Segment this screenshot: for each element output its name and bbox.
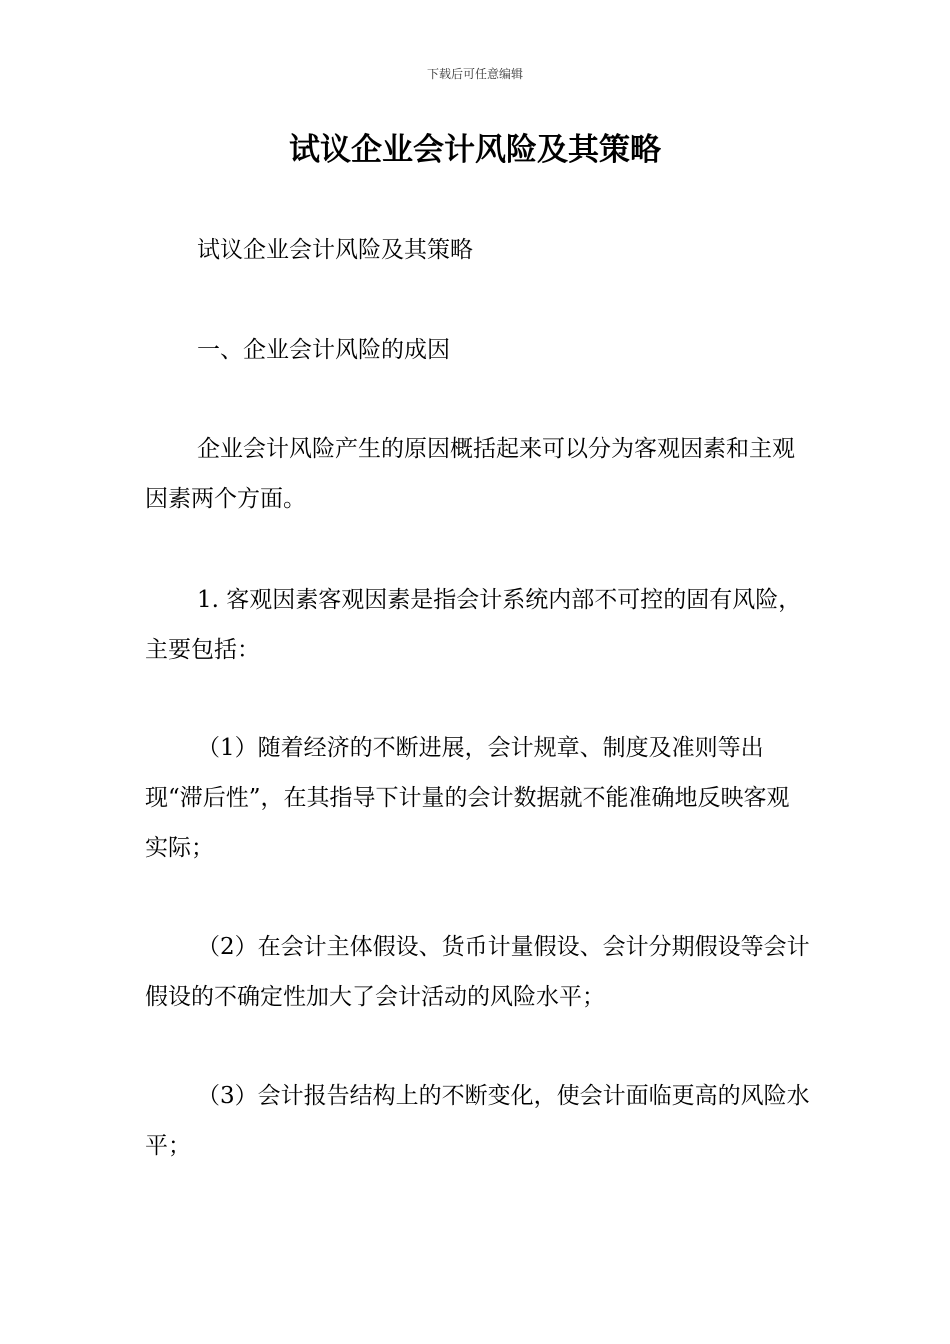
header-note: 下载后可任意编辑 xyxy=(426,67,523,81)
paragraph-subtitle xyxy=(145,225,810,275)
paragraph-intro xyxy=(145,424,810,524)
document-title: 试议企业会计风险及其策略 xyxy=(289,132,661,168)
paragraph-item-1 xyxy=(145,723,810,873)
paragraph-item-2 xyxy=(145,922,810,1022)
paragraph: 企业会计风险产生的原因概括起来可以分为客观因素和主观因素两个方面。 xyxy=(145,436,795,512)
paragraph-item-3 xyxy=(145,1071,810,1171)
paragraph: 1. 客观因素客观因素是指会计系统内部不可控的固有风险，主要包括： xyxy=(145,587,802,663)
section-heading: 一、企业会计风险的成因 xyxy=(197,337,450,363)
list-item: （1）随着经济的不断进展，会计规章、制度及准则等出现“滞后性”，在其指导下计量的会计数据就不能准确地反映客观实际； xyxy=(145,735,790,861)
list-item: （2）在会计主体假设、货币计量假设、会计分期假设等会计假设的不确定性加大了会计活动的风险水平； xyxy=(145,934,810,1010)
paragraph-objective-factors xyxy=(145,575,810,675)
list-item: （3）会计报告结构上的不断变化，使会计面临更高的风险水平； xyxy=(145,1083,810,1159)
paragraph-section-heading xyxy=(145,325,810,375)
paragraph: 试议企业会计风险及其策略 xyxy=(197,237,473,263)
